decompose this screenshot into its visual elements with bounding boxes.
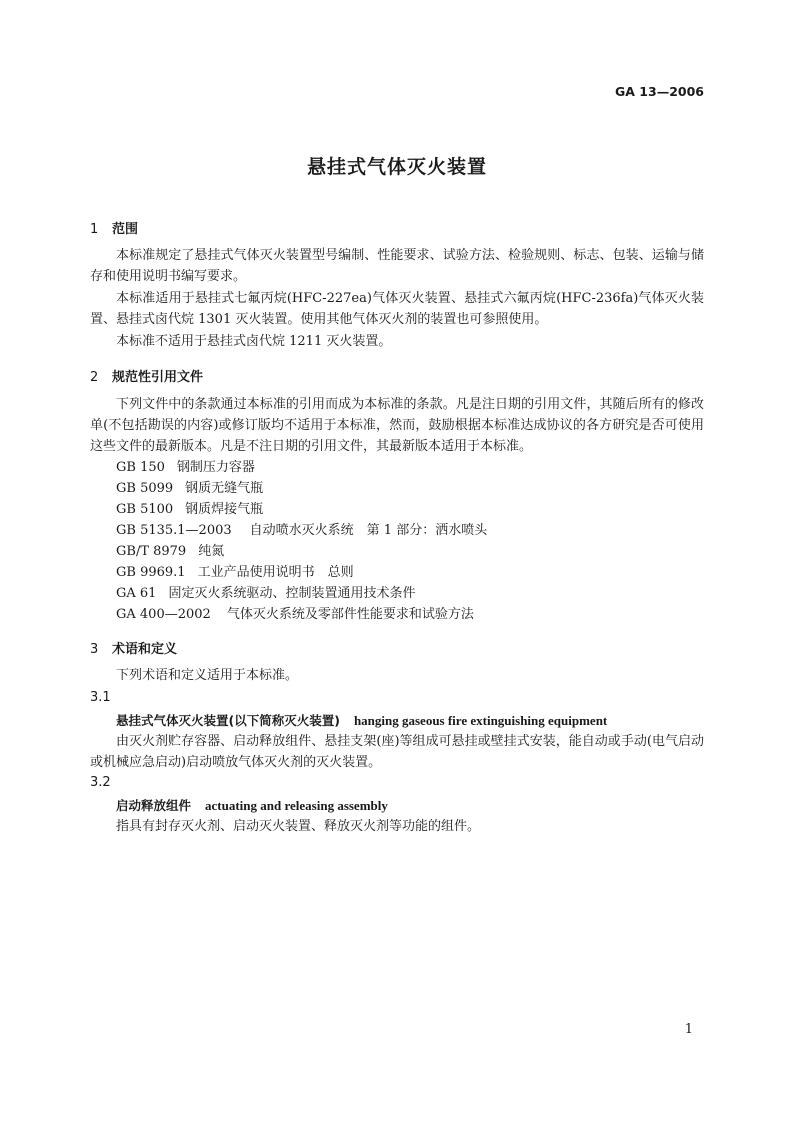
- term-definition: 由灭火剂贮存容器、启动释放组件、悬挂支架(座)等组成可悬挂或壁挂式安装，能自动或手动(电气启动或机械应急启动)启动喷放气体灭火剂的灭火装置。: [90, 734, 704, 770]
- paragraph: 本标准规定了悬挂式气体灭火装置型号编制、性能要求、试验方法、检验规则、标志、包装、运输与储存和使用说明书编写要求。: [90, 248, 704, 284]
- paragraph: 下列术语和定义适用于本标准。: [116, 668, 299, 683]
- reference-code: GB 5100: [116, 502, 174, 517]
- section-number: 1: [90, 222, 99, 237]
- reference-code: GB/T 8979: [116, 544, 187, 559]
- reference-title: 固定灭火系统驱动、控制装置通用技术条件: [168, 586, 416, 601]
- reference-code: GA 61: [116, 586, 157, 601]
- reference-code: GB 5099: [116, 481, 174, 496]
- section-number: 2: [90, 370, 99, 385]
- reference-title: 气体灭火系统及零部件性能要求和试验方法: [226, 607, 474, 622]
- term-chinese: 悬挂式气体灭火装置(以下简称灭火装置): [116, 713, 340, 728]
- reference-title: 钢制压力容器: [176, 460, 255, 475]
- clause-number: 3.1: [90, 690, 111, 705]
- reference-code: GB 9969.1: [116, 565, 186, 580]
- term-english: hanging gaseous fire extinguishing equipment: [353, 713, 608, 728]
- section-1-heading: [90, 218, 138, 237]
- paragraph: 本标准适用于悬挂式七氟丙烷(HFC-227ea)气体灭火装置、悬挂式六氟丙烷(HFC-236fa)气体灭火装置、悬挂式卤代烷 1301 灭火装置。使用其他气体灭火剂的装置也可参照使用。: [90, 291, 704, 327]
- reference-item: [116, 604, 474, 625]
- term-chinese: 启动释放组件: [116, 798, 192, 813]
- section-number: 3: [90, 642, 99, 657]
- document-title: 悬挂式气体灭火装置: [306, 156, 487, 178]
- reference-title: 自动喷水灭火系统 第 1 部分：洒水喷头: [249, 523, 488, 538]
- page-number: 1: [684, 1022, 693, 1037]
- reference-item: [116, 541, 224, 562]
- reference-item: [116, 520, 487, 541]
- paragraph: 本标准不适用于悬挂式卤代烷 1211 灭火装置。: [116, 334, 392, 349]
- clause-number: 3.2: [90, 775, 111, 790]
- term-entry: [116, 711, 607, 729]
- section-2-heading: [90, 366, 203, 385]
- reference-item: [116, 478, 263, 499]
- section-title: 规范性引用文件: [112, 370, 204, 385]
- section-title: 范围: [112, 222, 139, 237]
- reference-title: 钢质焊接气瓶: [185, 502, 264, 517]
- term-entry: [116, 796, 388, 814]
- term-definition: 指具有封存灭火剂、启动灭火装置、释放灭火剂等功能的组件。: [116, 819, 481, 834]
- reference-title: 工业产品使用说明书 总则: [197, 565, 354, 580]
- reference-title: 纯氮: [198, 544, 225, 559]
- reference-item: [116, 583, 415, 604]
- reference-code: GB 5135.1—2003: [116, 523, 232, 538]
- standard-number: GA 13—2006: [615, 84, 704, 99]
- reference-code: GA 400—2002: [116, 607, 211, 622]
- term-english: actuating and releasing assembly: [205, 798, 388, 813]
- reference-item: [116, 457, 255, 478]
- reference-item: [116, 562, 354, 583]
- reference-code: GB 150: [116, 460, 165, 475]
- paragraph: 下列文件中的条款通过本标准的引用而成为本标准的条款。凡是注日期的引用文件，其随后所有的修改单(不包括勘误的内容)或修订版均不适用于本标准，然而，鼓励根据本标准达成协议的各方研究是否可使用这些文件的最新版本。凡是不注日期的引用文件，其最新版本适用于本标准。: [90, 397, 704, 454]
- reference-item: [116, 499, 263, 520]
- reference-title: 钢质无缝气瓶: [185, 481, 264, 496]
- section-title: 术语和定义: [112, 642, 178, 657]
- section-3-heading: [90, 638, 177, 657]
